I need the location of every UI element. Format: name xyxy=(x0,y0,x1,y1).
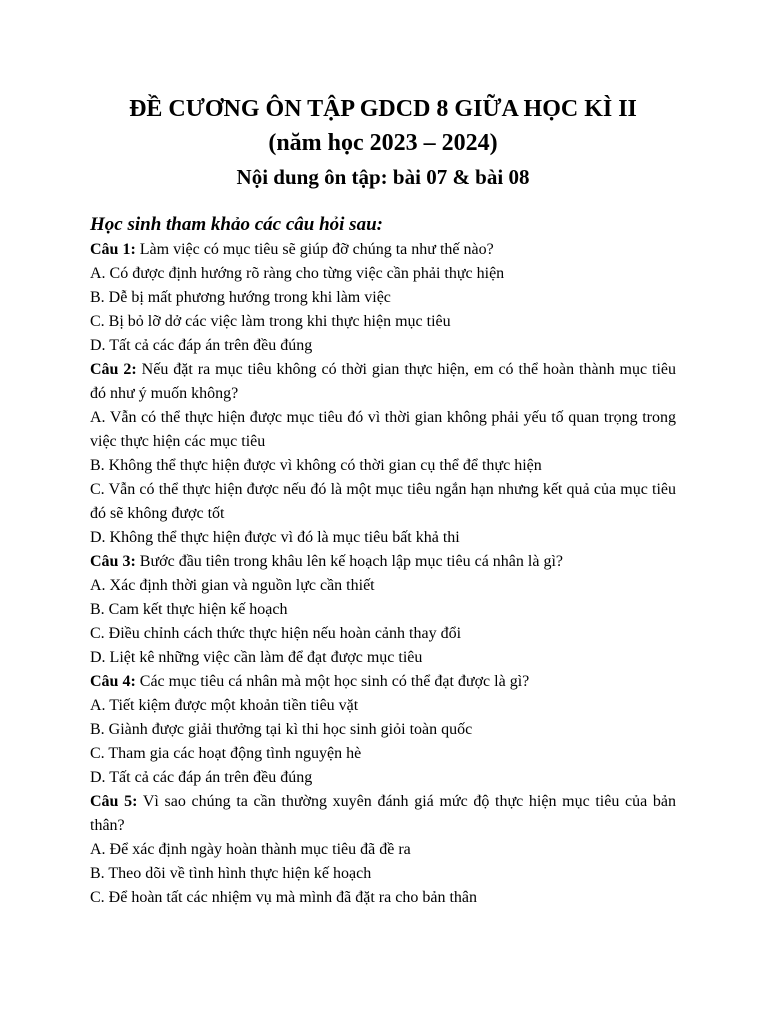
option-c: C. Vẫn có thể thực hiện được nếu đó là một mục tiêu ngắn hạn nhưng kết quả của mục tiêu đó sẽ không được tốt xyxy=(90,481,676,522)
option-b: B. Theo dõi về tình hình thực hiện kế hoạch xyxy=(90,865,372,882)
question-2 xyxy=(90,358,676,550)
question-4 xyxy=(90,670,676,790)
intro-heading: Học sinh tham khảo các câu hỏi sau: xyxy=(90,214,383,235)
option-c: C. Để hoàn tất các nhiệm vụ mà mình đã đặt ra cho bản thân xyxy=(90,889,477,906)
question-stem xyxy=(90,238,676,262)
question-3 xyxy=(90,550,676,670)
question-5 xyxy=(90,790,676,910)
option-c: C. Bị bỏ lỡ dở các việc làm trong khi thực hiện mục tiêu xyxy=(90,313,451,330)
option-a: A. Tiết kiệm được một khoản tiền tiêu vặt xyxy=(90,697,359,714)
question-text: Vì sao chúng ta cần thường xuyên đánh giá mức độ thực hiện mục tiêu của bản thân? xyxy=(90,793,677,834)
option-a: A. Vẫn có thể thực hiện được mục tiêu đó vì thời gian không phải yếu tố quan trọng trong việc thực hiện các mục tiêu xyxy=(90,409,676,450)
option-c: C. Điều chỉnh cách thức thực hiện nếu hoàn cảnh thay đổi xyxy=(90,625,462,642)
question-text: Bước đầu tiên trong khâu lên kế hoạch lập mục tiêu cá nhân là gì? xyxy=(135,553,563,570)
question-stem xyxy=(90,670,676,694)
question-stem xyxy=(90,550,676,574)
question-label: Câu 2: xyxy=(90,361,137,378)
question-label: Câu 4: xyxy=(90,673,136,690)
option-d: D. Tất cả các đáp án trên đều đúng xyxy=(90,769,313,786)
option-d: D. Không thể thực hiện được vì đó là mục tiêu bất khả thi xyxy=(90,529,460,546)
question-1 xyxy=(90,238,676,358)
question-text: Các mục tiêu cá nhân mà một học sinh có thể đạt được là gì? xyxy=(135,673,530,690)
option-a: A. Để xác định ngày hoàn thành mục tiêu đã đề ra xyxy=(90,841,411,858)
question-label: Câu 1: xyxy=(90,241,136,258)
option-b: B. Không thể thực hiện được vì không có thời gian cụ thể để thực hiện xyxy=(90,457,542,474)
question-label: Câu 3: xyxy=(90,553,136,570)
question-stem xyxy=(90,790,676,838)
school-year: (năm học 2023 – 2024) xyxy=(268,130,498,156)
option-b: B. Giành được giải thưởng tại kì thi học sinh giỏi toàn quốc xyxy=(90,721,473,738)
option-b: B. Cam kết thực hiện kế hoạch xyxy=(90,601,288,618)
document-title: ĐỀ CƯƠNG ÔN TẬP GDCD 8 GIỮA HỌC KÌ II xyxy=(129,96,637,122)
question-stem xyxy=(90,358,676,406)
question-label: Câu 5: xyxy=(90,793,138,810)
option-d: D. Liệt kê những việc cần làm để đạt được mục tiêu xyxy=(90,649,423,666)
option-b: B. Dễ bị mất phương hướng trong khi làm việc xyxy=(90,289,391,306)
option-a: A. Xác định thời gian và nguồn lực cần thiết xyxy=(90,577,375,594)
question-text: Nếu đặt ra mục tiêu không có thời gian thực hiện, em có thể hoàn thành mục tiêu đó như ý muốn không? xyxy=(90,361,677,402)
review-topic: Nội dung ôn tập: bài 07 & bài 08 xyxy=(236,165,530,189)
option-c: C. Tham gia các hoạt động tình nguyện hè xyxy=(90,745,362,762)
option-d: D. Tất cả các đáp án trên đều đúng xyxy=(90,337,313,354)
document-page xyxy=(90,92,676,910)
option-a: A. Có được định hướng rõ ràng cho từng việc cần phải thực hiện xyxy=(90,265,505,282)
question-text: Làm việc có mục tiêu sẽ giúp đỡ chúng ta như thế nào? xyxy=(135,241,494,258)
